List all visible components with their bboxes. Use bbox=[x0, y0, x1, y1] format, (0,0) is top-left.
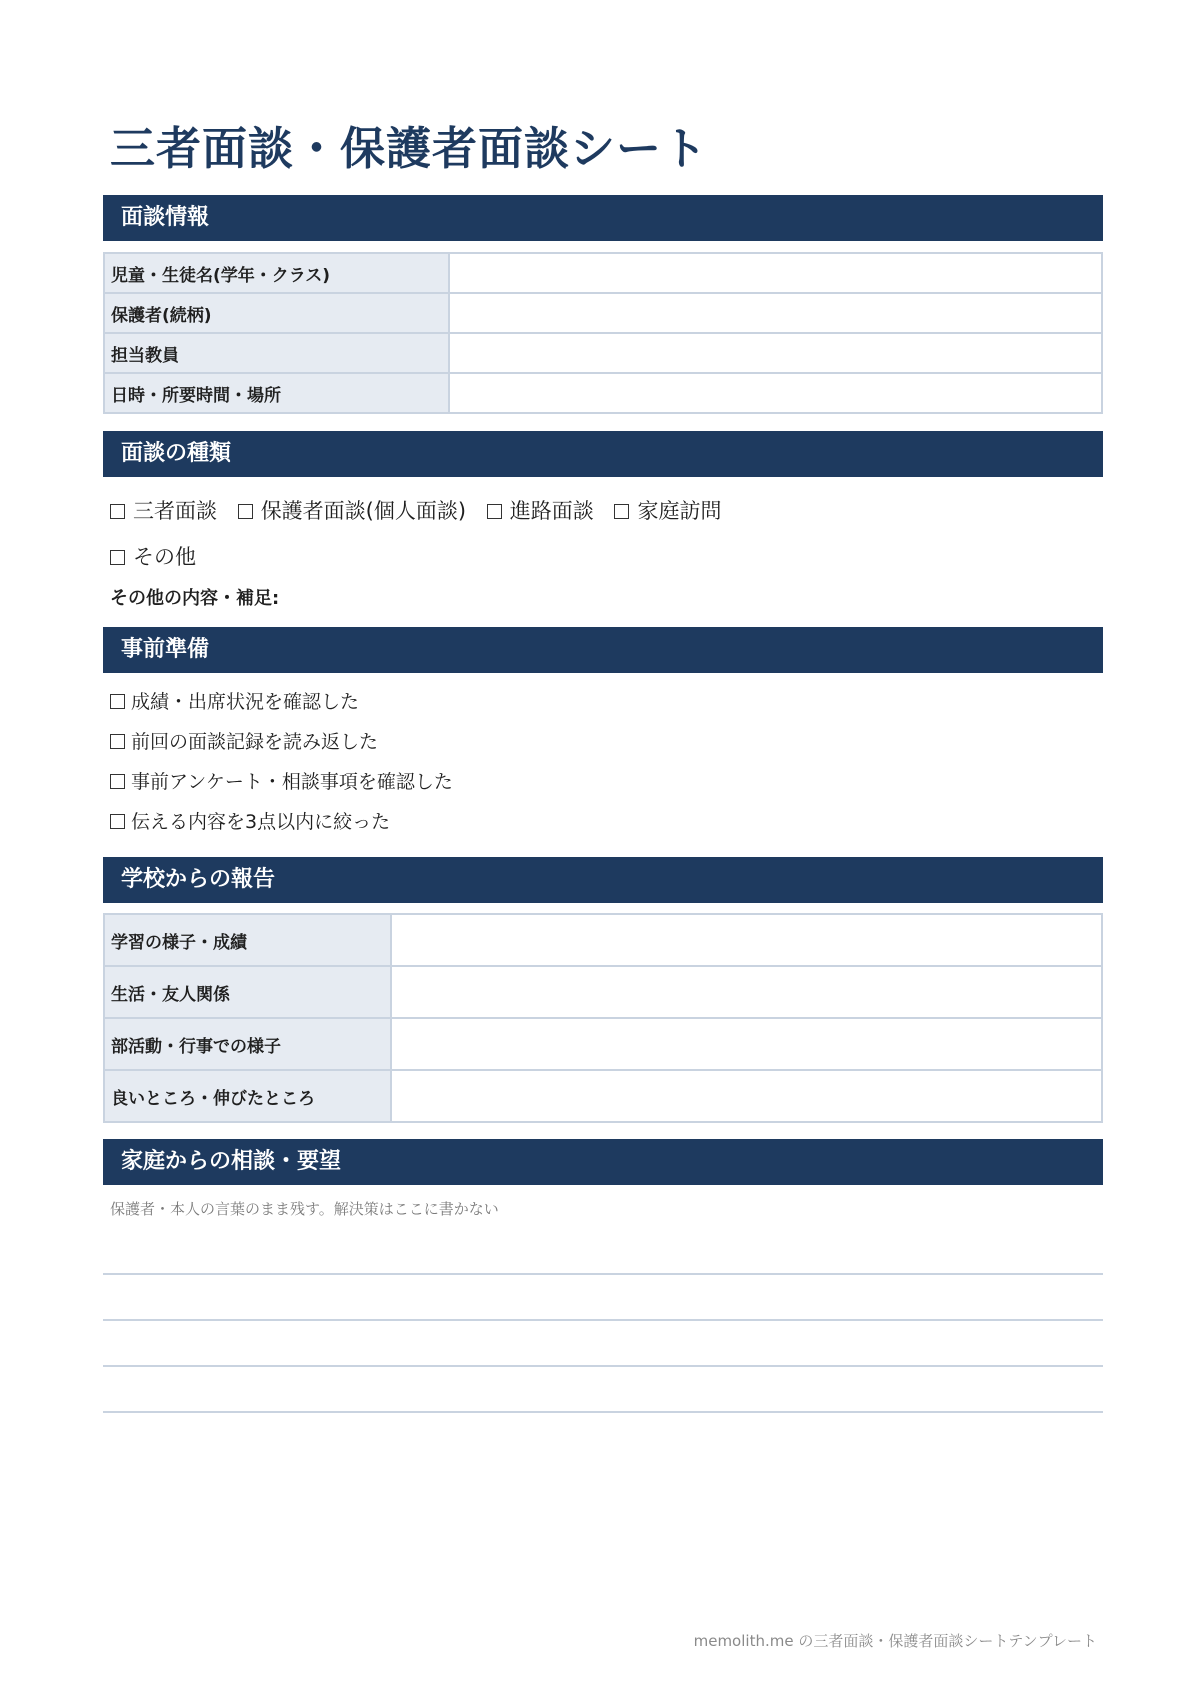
writing-line[interactable] bbox=[103, 1411, 1103, 1413]
info-table bbox=[103, 252, 1103, 414]
checkbox-icon[interactable] bbox=[110, 694, 125, 709]
section-header-prep: 事前準備 bbox=[103, 627, 1103, 673]
type-option-other[interactable] bbox=[110, 541, 196, 571]
type-option-label: その他 bbox=[133, 545, 196, 569]
checkbox-icon[interactable] bbox=[110, 550, 125, 565]
info-label-teacher: 担当教員 bbox=[104, 333, 449, 373]
family-hint: 保護者・本人の言葉のまま残す。解決策はここに書かない bbox=[110, 1200, 499, 1218]
footer-credit: memolith.me の三者面談・保護者面談シートテンプレート bbox=[693, 1632, 1097, 1650]
prep-item-label: 事前アンケート・相談事項を確認した bbox=[131, 771, 453, 793]
checkbox-icon[interactable] bbox=[110, 814, 125, 829]
table-row bbox=[104, 1070, 1102, 1122]
checkbox-icon[interactable] bbox=[614, 504, 629, 519]
prep-item-label: 伝える内容を3点以内に絞った bbox=[131, 811, 391, 833]
prep-checklist bbox=[110, 688, 453, 848]
writing-line[interactable] bbox=[103, 1273, 1103, 1275]
checkbox-icon[interactable] bbox=[110, 774, 125, 789]
table-row bbox=[104, 253, 1102, 293]
list-item[interactable] bbox=[110, 768, 453, 808]
info-label-student: 児童・生徒名(学年・クラス) bbox=[104, 253, 449, 293]
list-item[interactable] bbox=[110, 808, 453, 848]
table-row bbox=[104, 966, 1102, 1018]
checkbox-icon[interactable] bbox=[238, 504, 253, 519]
prep-item-label: 前回の面談記録を読み返した bbox=[131, 731, 379, 753]
school-label-life: 生活・友人関係 bbox=[104, 966, 391, 1018]
school-field-life[interactable] bbox=[391, 966, 1102, 1018]
info-field-teacher[interactable] bbox=[449, 333, 1102, 373]
school-field-study[interactable] bbox=[391, 914, 1102, 966]
info-field-student[interactable] bbox=[449, 253, 1102, 293]
prep-item-label: 成績・出席状況を確認した bbox=[131, 691, 360, 713]
type-options-row bbox=[110, 495, 735, 525]
checkbox-icon[interactable] bbox=[110, 734, 125, 749]
table-row bbox=[104, 373, 1102, 413]
checkbox-icon[interactable] bbox=[110, 504, 125, 519]
school-label-strengths: 良いところ・伸びたところ bbox=[104, 1070, 391, 1122]
type-option-label: 保護者面談(個人面談) bbox=[260, 499, 467, 523]
school-field-club[interactable] bbox=[391, 1018, 1102, 1070]
table-row bbox=[104, 1018, 1102, 1070]
type-option-hogosha[interactable] bbox=[238, 495, 466, 525]
type-option-sansha[interactable] bbox=[110, 495, 217, 525]
school-label-club: 部活動・行事での様子 bbox=[104, 1018, 391, 1070]
writing-line[interactable] bbox=[103, 1319, 1103, 1321]
section-header-type: 面談の種類 bbox=[103, 431, 1103, 477]
table-row bbox=[104, 333, 1102, 373]
section-header-info: 面談情報 bbox=[103, 195, 1103, 241]
table-row bbox=[104, 293, 1102, 333]
table-row bbox=[104, 914, 1102, 966]
school-table bbox=[103, 913, 1103, 1123]
type-option-label: 進路面談 bbox=[509, 499, 594, 523]
info-label-datetime: 日時・所要時間・場所 bbox=[104, 373, 449, 413]
type-option-label: 三者面談 bbox=[133, 499, 217, 523]
school-label-study: 学習の様子・成績 bbox=[104, 914, 391, 966]
type-options-row-2 bbox=[110, 541, 210, 571]
type-option-label: 家庭訪問 bbox=[637, 499, 722, 523]
info-label-guardian: 保護者(続柄) bbox=[104, 293, 449, 333]
section-header-family: 家庭からの相談・要望 bbox=[103, 1139, 1103, 1185]
school-field-strengths[interactable] bbox=[391, 1070, 1102, 1122]
list-item[interactable] bbox=[110, 728, 453, 768]
info-field-guardian[interactable] bbox=[449, 293, 1102, 333]
section-header-school: 学校からの報告 bbox=[103, 857, 1103, 903]
list-item[interactable] bbox=[110, 688, 453, 728]
checkbox-icon[interactable] bbox=[487, 504, 502, 519]
type-option-shinro[interactable] bbox=[487, 495, 594, 525]
info-field-datetime[interactable] bbox=[449, 373, 1102, 413]
writing-line[interactable] bbox=[103, 1365, 1103, 1367]
page-title: 三者面談・保護者面談シート bbox=[110, 122, 709, 175]
type-option-katei[interactable] bbox=[614, 495, 721, 525]
other-note-label: その他の内容・補足: bbox=[110, 588, 280, 609]
